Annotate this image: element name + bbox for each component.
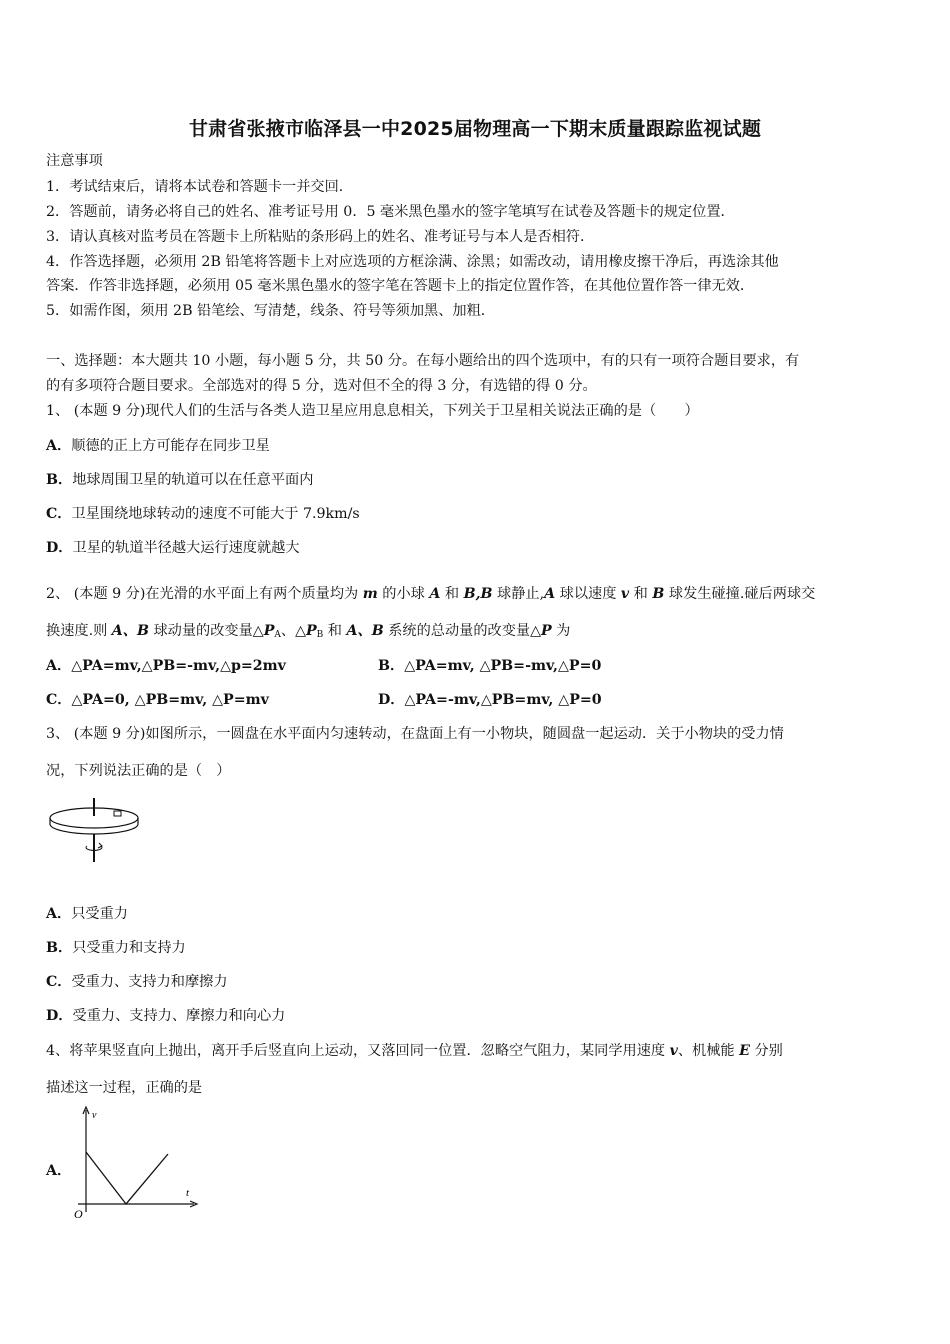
graph-origin-label: O — [74, 1207, 83, 1220]
q2-stem-line-1 — [46, 585, 815, 603]
graph-x-label: t — [186, 1187, 190, 1199]
q3-option-d-label: D． — [46, 1008, 73, 1024]
q2-option-c — [46, 691, 269, 709]
q2-option-b-text: △PA=mv, △PB=-mv,△P=0 — [404, 658, 602, 674]
q2-var-v: v — [620, 586, 630, 602]
q2-stem-text: 和 — [629, 586, 653, 602]
q2-stem-text: 、△ — [280, 623, 306, 639]
q2-var-b: B — [652, 586, 665, 602]
notice-item-4: 4．作答选择题，必须用 2B 铅笔将答题卡上对应选项的方框涂满、涂黑；如需改动，请用橡皮擦干净后，再选涂其他 — [46, 254, 779, 270]
q4-stem-line-2: 描述这一过程，正确的是 — [46, 1080, 203, 1096]
q2-stem-text: 球静止, — [492, 586, 545, 602]
q4-stem-line-1 — [46, 1042, 783, 1060]
q2-subscript-a: A — [274, 630, 281, 640]
q2-option-c-text: △PA=0, △PB=mv, △P=mv — [71, 692, 269, 708]
q2-option-c-label: C． — [46, 692, 72, 708]
q3-option-c — [46, 973, 228, 991]
q4-stem-text: 分别 — [749, 1043, 783, 1059]
q2-var-p: P — [263, 623, 275, 639]
q1-option-a — [46, 437, 270, 455]
q1-option-b — [46, 471, 313, 489]
q3-stem-line-2: 况，下列说法正确的是（ ） — [46, 763, 231, 779]
notice-item-3: 3．请认真核对监考员在答题卡上所粘贴的条形码上的姓名、准考证号与本人是否相符． — [46, 229, 595, 245]
q1-option-b-label: B． — [46, 472, 73, 488]
q2-stem-text: 2、 (本题 9 分)在光滑的水平面上有两个质量均为 — [46, 586, 363, 602]
q1-option-b-text: 地球周围卫星的轨道可以在任意平面内 — [72, 472, 314, 488]
notice-item-1: 1．考试结束后，请将本试卷和答题卡一并交回． — [46, 179, 353, 195]
q2-option-b — [378, 657, 601, 675]
q2-var-bb: B,B — [463, 586, 493, 602]
graph-y-label: v — [92, 1110, 97, 1121]
q3-option-b-label: B． — [46, 940, 73, 956]
q2-stem-text: 的小球 — [377, 586, 430, 602]
page-title: 甘肃省张掖市临泽县一中2025届物理高一下期末质量跟踪监视试题 — [188, 118, 762, 140]
section-instructions-line-1: 一、选择题：本大题共 10 小题，每小题 5 分，共 50 分。在每小题给出的四个选项中，有的只有一项符合题目要求，有 — [46, 353, 800, 369]
q2-option-d — [378, 691, 602, 709]
rotating-disk-figure — [44, 794, 148, 866]
q3-option-d — [46, 1007, 285, 1025]
q1-option-a-label: A． — [46, 438, 72, 454]
q4-var-e: E — [739, 1043, 750, 1059]
q1-option-c-label: C． — [46, 506, 72, 522]
q2-var-m: m — [362, 586, 378, 602]
velocity-time-graph — [70, 1104, 200, 1220]
q2-stem-line-2 — [46, 622, 570, 644]
q2-var-a: A — [544, 586, 556, 602]
q1-option-c — [46, 505, 360, 523]
q2-var-p: P — [540, 623, 552, 639]
q1-option-a-text: 顺德的正上方可能存在同步卫星 — [71, 438, 270, 454]
q3-stem-line-1: 3、 (本题 9 分)如图所示，一圆盘在水平面内匀速转动，在盘面上有一小物块，随圆盘一起运动．关于小物块的受力情 — [46, 726, 784, 742]
q2-option-a-label: A． — [46, 658, 72, 674]
q2-var-p: P — [305, 623, 317, 639]
q3-option-a-text: 只受重力 — [71, 906, 128, 922]
q3-option-b-text: 只受重力和支持力 — [72, 940, 186, 956]
q2-stem-text: 球动量的改变量△ — [148, 623, 264, 639]
q1-option-d-label: D． — [46, 540, 73, 556]
q2-var-a: A — [429, 586, 441, 602]
q2-stem-text: 换速度.则 — [46, 623, 112, 639]
q3-option-c-label: C． — [46, 974, 72, 990]
q2-subscript-b: B — [316, 630, 324, 640]
q2-stem-text: 球以速度 — [555, 586, 621, 602]
q2-stem-text: 球发生碰撞.碰后两球交 — [664, 586, 816, 602]
q3-option-a — [46, 905, 128, 923]
q1-option-d — [46, 539, 300, 557]
q4-stem-text: 、机械能 — [677, 1043, 740, 1059]
q2-stem-text: 和 — [323, 623, 347, 639]
q2-stem-text: 为 — [551, 623, 571, 639]
q2-option-a-text: △PA=mv,△PB=-mv,△p=2mv — [71, 658, 286, 674]
notice-item-5: 5．如需作图，须用 2B 铅笔绘、写清楚，线条、符号等须加黑、加粗． — [46, 303, 495, 319]
q2-option-a — [46, 657, 286, 675]
q1-option-d-text: 卫星的轨道半径越大运行速度就越大 — [72, 540, 300, 556]
q2-var-ab: A、B — [346, 623, 384, 639]
notice-item-2: 2．答题前，请务必将自己的姓名、准考证号用 0．5 毫米黑色墨水的签字笔填写在试卷及答题卡的规定位置． — [46, 204, 735, 220]
q2-option-d-label: D． — [378, 692, 405, 708]
q2-stem-text: 系统的总动量的改变量△ — [383, 623, 541, 639]
q4-stem-text: 4、将苹果竖直向上抛出，离开手后竖直向上运动，又落回同一位置．忽略空气阻力，某同学用速度 — [46, 1043, 670, 1059]
section-instructions-line-2: 的有多项符合题目要求。全部选对的得 5 分，选对但不全的得 3 分，有选错的得 0 分。 — [46, 378, 597, 394]
notice-item-4-cont: 答案．作答非选择题，必须用 05 毫米黑色墨水的签字笔在答题卡上的指定位置作答，在其他位置作答一律无效． — [46, 278, 755, 294]
q4-var-v: v — [669, 1043, 678, 1059]
q3-option-c-text: 受重力、支持力和摩擦力 — [71, 974, 228, 990]
q2-option-d-text: △PA=-mv,△PB=mv, △P=0 — [404, 692, 602, 708]
q2-stem-text: 和 — [440, 586, 464, 602]
notice-heading: 注意事项 — [46, 153, 103, 169]
q1-option-c-text: 卫星围绕地球转动的速度不可能大于 7.9km/s — [71, 506, 360, 522]
q3-option-a-label: A． — [46, 906, 72, 922]
q2-option-b-label: B． — [378, 658, 405, 674]
q4-option-a-label: A． — [46, 1163, 72, 1179]
q1-stem: 1、 (本题 9 分)现代人们的生活与各类人造卫星应用息息相关，下列关于卫星相关说法正确的是（ ） — [46, 403, 699, 419]
q2-var-ab: A、B — [111, 623, 149, 639]
q3-option-b — [46, 939, 186, 957]
q3-option-d-text: 受重力、支持力、摩擦力和向心力 — [72, 1008, 286, 1024]
